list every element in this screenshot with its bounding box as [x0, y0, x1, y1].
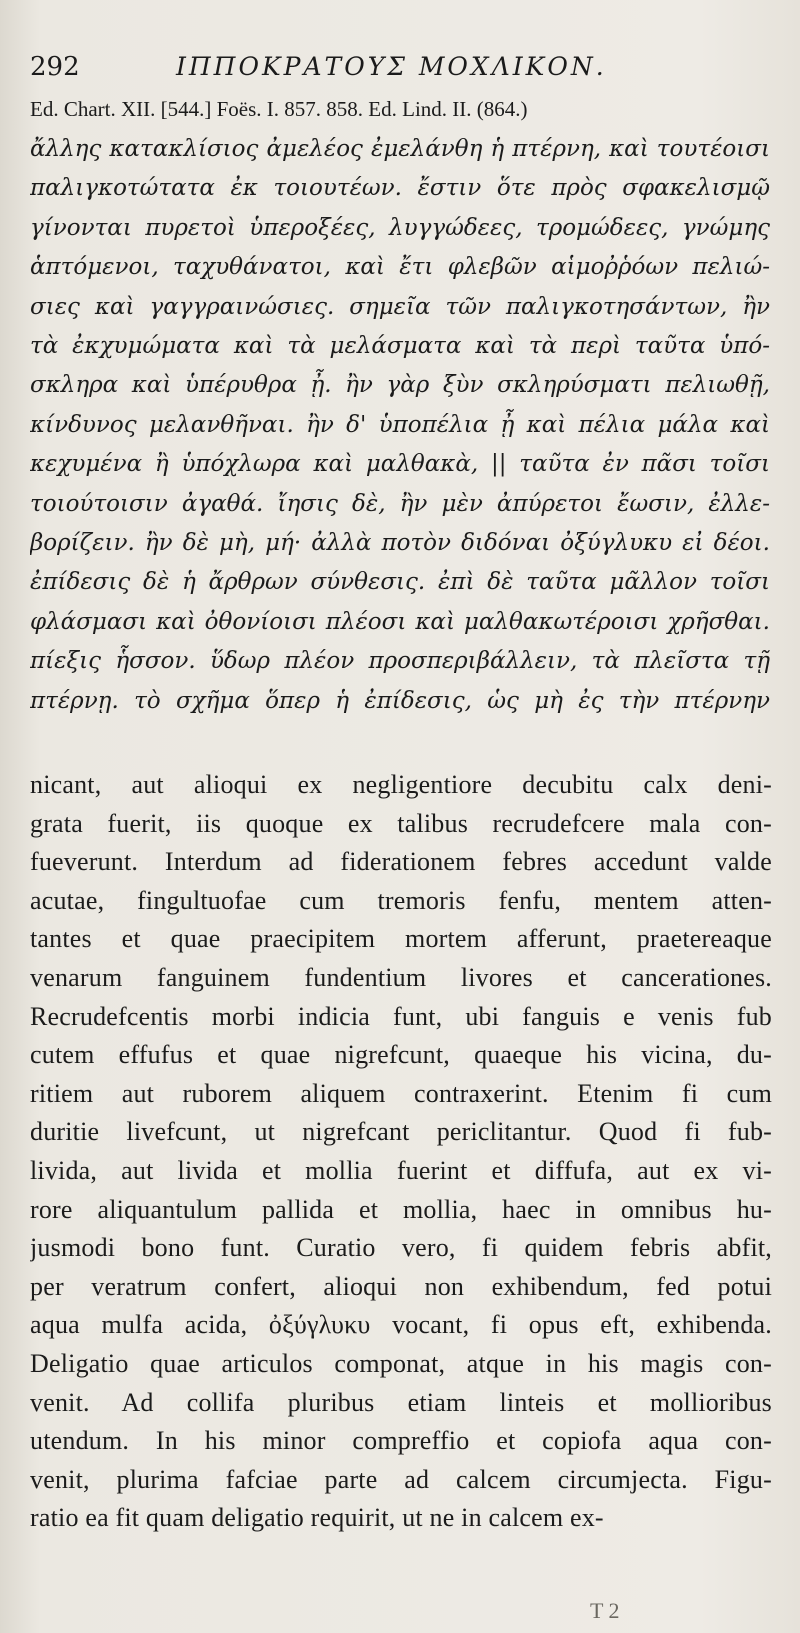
latin-line: jusmodi bono funt. Curatio vero, fi quidem febris abfit,: [30, 1233, 772, 1263]
greek-line: φλάσμασι καὶ ὀθονίοισι πλέοσι καὶ μαλθακωτέροισι χρῆσθαι.: [30, 608, 770, 635]
latin-line: utendum. In his minor compreffio et copiofa aqua con-: [30, 1426, 772, 1456]
greek-line: σκληρα καὶ ὑπέρυθρα ᾖ. ἢν γὰρ ξὺν σκληρύσματι πελιωθῇ,: [30, 372, 770, 399]
latin-line: fueverunt. Interdum ad fiderationem febres accedunt valde: [30, 847, 772, 877]
latin-line: venarum fanguinem fundentium livores et cancerationes.: [30, 962, 772, 992]
latin-line: per veratrum confert, alioqui non exhibendum, fed potui: [30, 1271, 772, 1301]
greek-line: βορίζειν. ἢν δὲ μὴ, μή· ἀλλὰ ποτὸν διδόναι ὀξύγλυκυ εἰ δέοι.: [30, 530, 770, 557]
latin-line: rore aliquantulum pallida et mollia, haec in omnibus hu-: [30, 1194, 772, 1224]
latin-line: tantes et quae praecipitem mortem afferunt, praetereaque: [30, 924, 772, 954]
greek-line: πτέρνῃ. τὸ σχῆμα ὅπερ ἡ ἐπίδεσις, ὡς μὴ ἐς τὴν πτέρνην: [30, 687, 770, 714]
greek-line: τοιούτοισιν ἀγαθά. ἴησις δὲ, ἢν μὲν ἀπύρετοι ἔωσιν, ἐλλε-: [30, 490, 770, 517]
greek-line: παλιγκοτώτατα ἐκ τοιουτέων. ἔστιν ὅτε πρὸς σφακελισμῷ: [30, 175, 770, 202]
greek-line: κεχυμένα ἢ ὑπόχλωρα καὶ μαλθακὰ, || ταῦτα ἐν πᾶσι τοῖσι: [30, 451, 770, 478]
greek-line: ἐπίδεσις δὲ ἡ ἄρθρων σύνθεσις. ἐπὶ δὲ ταῦτα μᾶλλον τοῖσι: [30, 569, 770, 596]
greek-line: πίεξις ἧσσον. ὕδωρ πλέον προσπεριβάλλειν, τὰ πλεῖστα τῇ: [30, 648, 770, 675]
edition-references: Ed. Chart. XII. [544.] Foës. I. 857. 858. Ed. Lind. II. (864.): [30, 97, 528, 121]
latin-line: Recrudefcentis morbi indicia funt, ubi fanguis e venis fub: [30, 1001, 772, 1031]
latin-line: acutae, fingultuofae cum tremoris fenfu, mentem atten-: [30, 885, 772, 915]
greek-line: σιες καὶ γαγγραινώσιες. σημεῖα τῶν παλιγκοτησάντων, ἢν: [30, 293, 770, 320]
signature-mark: T 2: [590, 1598, 620, 1623]
latin-line: ratio ea fit quam deligatio requirit, ut ne in calcem ex-: [30, 1503, 604, 1533]
greek-line: ἁπτόμενοι, ταχυθάνατοι, καὶ ἔτι φλεβῶν αἱμοῤῥόων πελιώ-: [30, 254, 770, 281]
latin-line: livida, aut livida et mollia fuerint et diffufa, aut ex vi-: [30, 1155, 772, 1185]
latin-line: Deligatio quae articulos componat, atque in his magis con-: [30, 1348, 772, 1378]
latin-line: nicant, aut alioqui ex negligentiore decubitu calx deni-: [30, 770, 772, 799]
running-title: ΙΠΠΟΚΡΑΤΟΥΣ ΜΟΧΛΙΚΟΝ.: [176, 52, 607, 81]
greek-line: γίνονται πυρετοὶ ὑπεροξέες, λυγγώδεες, τρομώδεες, γνώμης: [30, 214, 770, 241]
greek-text-block: [30, 130, 770, 721]
latin-line: ritiem aut ruborem aliquem contraxerint. Etenim fi cum: [30, 1078, 772, 1108]
latin-line: venit, plurima fafciae parte ad calcem circumjecta. Figu-: [30, 1464, 772, 1494]
latin-line: grata fuerit, iis quoque ex talibus recrudefcere mala con-: [30, 808, 772, 838]
greek-line: ἄλλης κατακλίσιος ἀμελέος ἐμελάνθη ἡ πτέρνη, καὶ τουτέοισι: [30, 136, 770, 162]
greek-line: τὰ ἐκχυμώματα καὶ τὰ μελάσματα καὶ τὰ περὶ ταῦτα ὑπό-: [30, 333, 770, 360]
greek-line: κίνδυνος μελανθῆναι. ἢν δ' ὑποπέλια ᾖ καὶ πέλια μάλα καὶ: [30, 411, 770, 438]
page-number: 292: [30, 52, 80, 82]
latin-line: venit. Ad collifa pluribus etiam linteis et mollioribus: [30, 1387, 772, 1417]
latin-line: duritie livefcunt, ut nigrefcant periclitantur. Quod fi fub-: [30, 1117, 772, 1147]
latin-text-block: [30, 766, 772, 1538]
latin-line: aqua mulfa acida, ὀξύγλυκυ vocant, fi opus eft, exhibenda.: [30, 1310, 772, 1340]
page-header: [30, 52, 770, 92]
latin-line: cutem effufus et quae nigrefcunt, quaeque his vicina, du-: [30, 1040, 772, 1070]
